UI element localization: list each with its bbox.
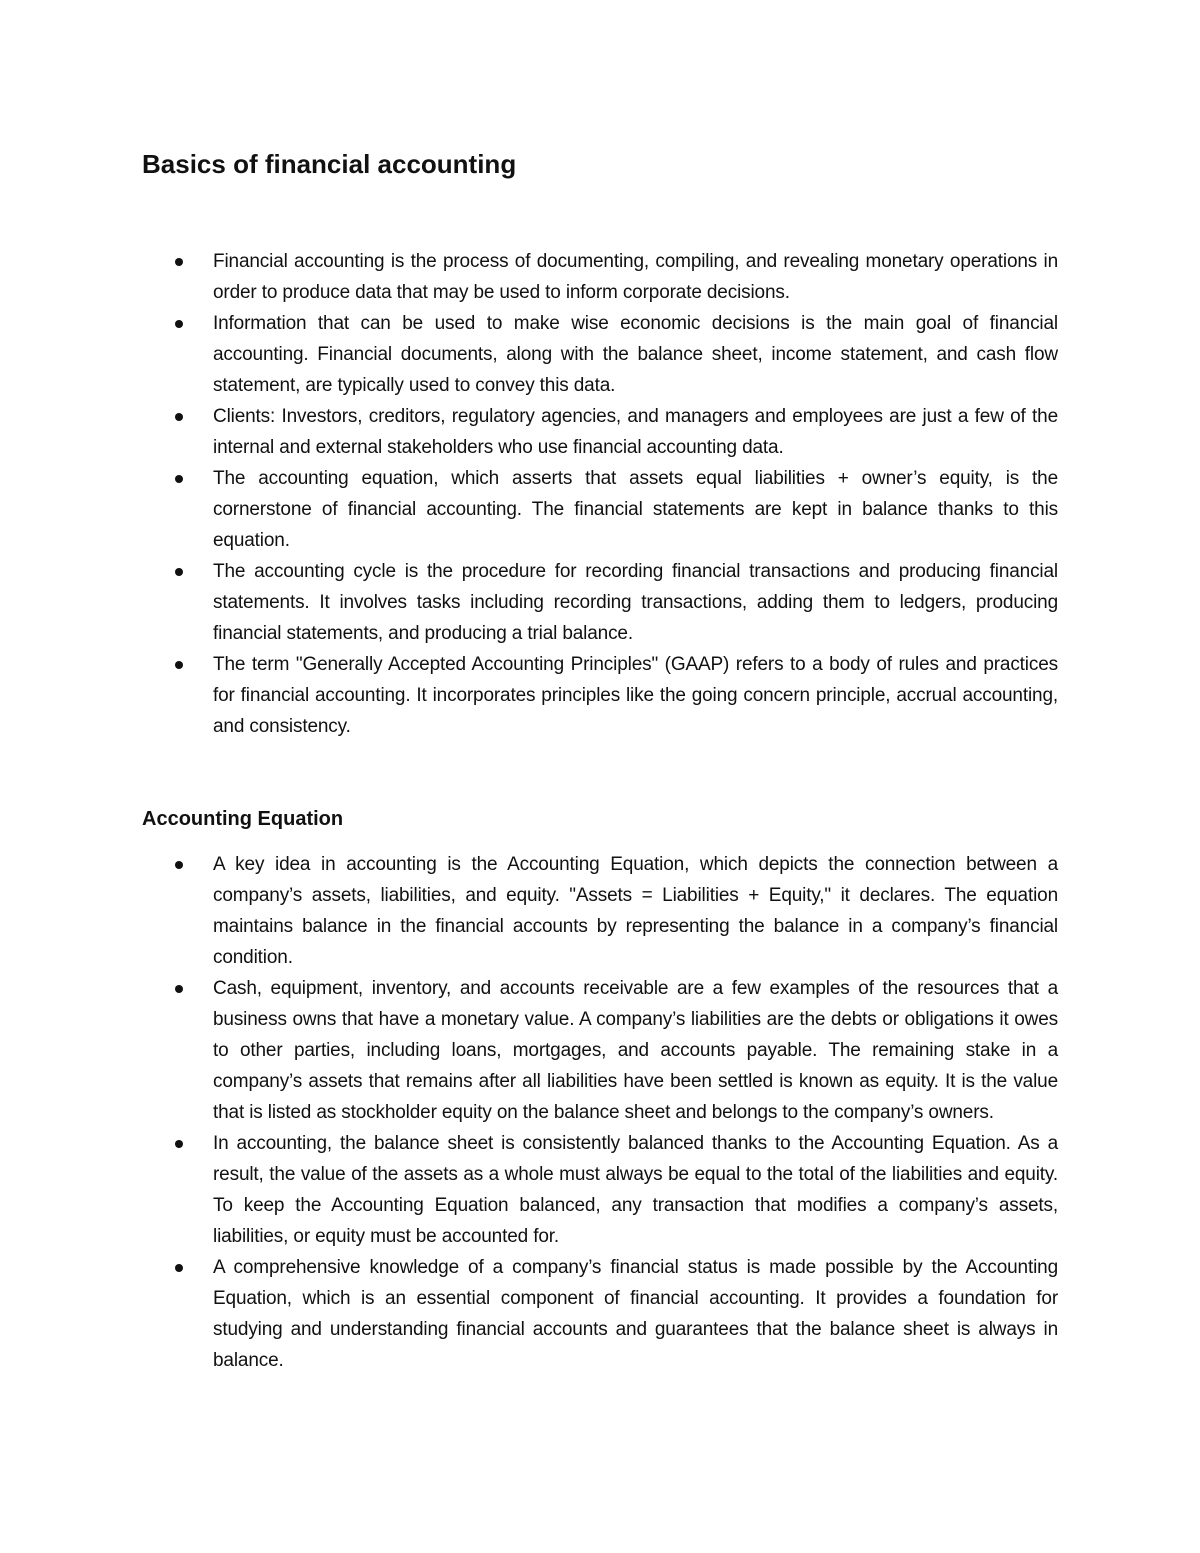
- list-item: [142, 1128, 1058, 1252]
- bullet-icon: [175, 258, 183, 266]
- bullet-icon: [175, 661, 183, 669]
- list-item-text: Clients: Investors, creditors, regulatory agencies, and managers and employees are just a few of the internal and external stakeholders who use financial accounting data.: [213, 406, 1058, 458]
- list-item: [142, 649, 1058, 742]
- list-item-text: Cash, equipment, inventory, and accounts receivable are a few examples of the resources that a business owns that have a monetary value. A company’s liabilities are the debts or obligations it owes to other parties, including loans, mortgages, and accounts payable. The remaining stake in a company’s assets that remains after all liabilities have been settled is known as equity. It is the value that is listed as stockholder equity on the balance sheet and belongs to the company’s owners.: [213, 978, 1058, 1123]
- bullet-icon: [175, 1264, 183, 1272]
- list-item-text: A comprehensive knowledge of a company’s financial status is made possible by the Accounting Equation, which is an essential component of financial accounting. It provides a foundation for studying and understanding financial accounts and guarantees that the balance sheet is always in balance.: [213, 1257, 1058, 1371]
- bullet-icon: [175, 568, 183, 576]
- accounting-equation-bullet-list: [142, 849, 1058, 1376]
- list-item-text: The accounting equation, which asserts that assets equal liabilities + owner’s equity, is the cornerstone of financial accounting. The financial statements are kept in balance thanks to this equation.: [213, 468, 1058, 551]
- list-item: [142, 849, 1058, 973]
- bullet-icon: [175, 861, 183, 869]
- list-item: [142, 463, 1058, 556]
- list-item-text: In accounting, the balance sheet is consistently balanced thanks to the Accounting Equation. As a result, the value of the assets as a whole must always be equal to the total of the liabilities and equity. To keep the Accounting Equation balanced, any transaction that modifies a company’s assets, liabilities, or equity must be accounted for.: [213, 1133, 1058, 1247]
- bullet-icon: [175, 1140, 183, 1148]
- list-item-text: A key idea in accounting is the Accounting Equation, which depicts the connection between a company’s assets, liabilities, and equity. "Assets = Liabilities + Equity," it declares. The equation maintains balance in the financial accounts by representing the balance in a company’s financial condition.: [213, 854, 1058, 968]
- list-item: [142, 973, 1058, 1128]
- list-item-text: Financial accounting is the process of documenting, compiling, and revealing monetary operations in order to produce data that may be used to inform corporate decisions.: [213, 251, 1058, 303]
- bullet-icon: [175, 985, 183, 993]
- section-heading-accounting-equation: Accounting Equation: [142, 808, 344, 830]
- bullet-icon: [175, 475, 183, 483]
- list-item-text: The term "Generally Accepted Accounting Principles" (GAAP) refers to a body of rules and practices for financial accounting. It incorporates principles like the going concern principle, accrual accounting, and consistency.: [213, 654, 1058, 737]
- page-title: Basics of financial accounting: [142, 149, 517, 179]
- list-item: [142, 246, 1058, 308]
- basics-bullet-list: [142, 246, 1058, 742]
- list-item: [142, 1252, 1058, 1376]
- list-item-text: The accounting cycle is the procedure for recording financial transactions and producing financial statements. It involves tasks including recording transactions, adding them to ledgers, producing financial statements, and producing a trial balance.: [213, 561, 1058, 644]
- bullet-icon: [175, 413, 183, 421]
- list-item: [142, 308, 1058, 401]
- list-item: [142, 556, 1058, 649]
- list-item-text: Information that can be used to make wise economic decisions is the main goal of financial accounting. Financial documents, along with the balance sheet, income statement, and cash flow statement, are typically used to convey this data.: [213, 313, 1058, 396]
- list-item: [142, 401, 1058, 463]
- bullet-icon: [175, 320, 183, 328]
